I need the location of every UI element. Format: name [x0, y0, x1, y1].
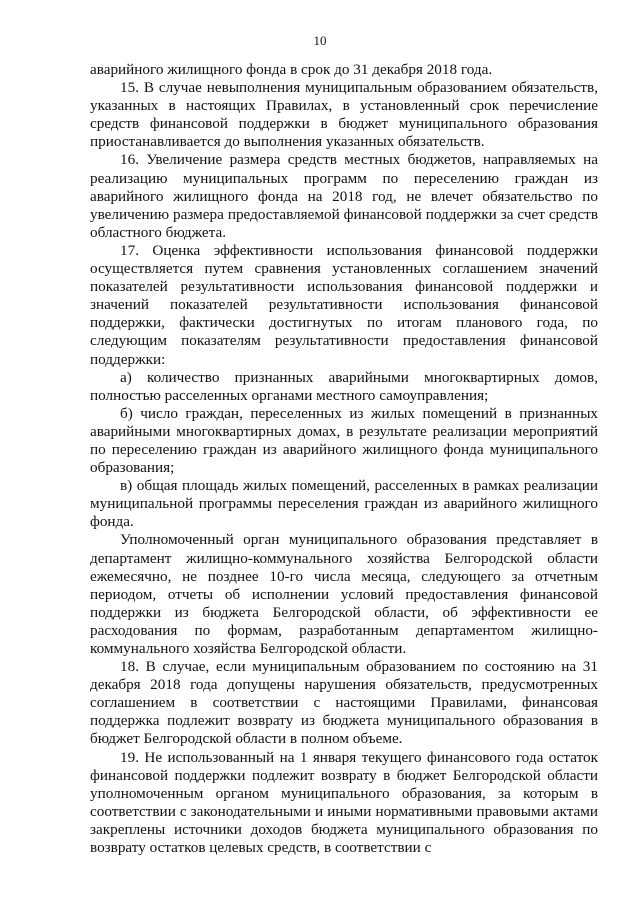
page-number: 10 [313, 33, 327, 48]
list-item-b: б) число граждан, переселенных из жилых помещений в признанных аварийными многоквартирных домах, в результате реализации мероприятий по переселению граждан из аварийного жилищного фонда муниципального образования; [90, 404, 598, 477]
paragraph-clause-16: 16. Увеличение размера средств местных бюджетов, направляемых на реализацию муниципальных программ по переселению граждан из аварийного жилищного фонда на 2018 год, не влечет обязательство по увеличению размера предоставляемой финансовой поддержки за счет средств областного бюджета. [90, 151, 598, 241]
paragraph-clause-18: 18. В случае, если муниципальным образованием по состоянию на 31 декабря 2018 года допущены нарушения обязательств, предусмотренных соглашением в соответствии с настоящими Правилами, финансовая поддержка подлежит возврату из бюджета муниципального образования в бюджет Белгородской области в полном объеме. [90, 658, 598, 748]
paragraph-clause-15: 15. В случае невыполнения муниципальным образованием обязательств, указанных в настоящих Правилах, в установленный срок перечисление средств финансовой поддержки в бюджет муниципального образования приостанавливается до выполнения указанных обязательств. [90, 79, 598, 151]
paragraph-clause-19: 19. Не использованный на 1 января текущего финансового года остаток финансовой поддержки подлежит возврату в бюджет Белгородской области уполномоченным органом муниципального образования, за которым в соответствии с законодательными и иными нормативными правовыми актами закреплены источники доходов бюджета муниципального образования по возврату остатков целевых средств, в соответствии с [90, 748, 598, 857]
paragraph-continuation: аварийного жилищного фонда в срок до 31 декабря 2018 года. [90, 61, 493, 78]
paragraph-clause-17: 17. Оценка эффективности использования финансовой поддержки осуществляется путем сравнения установленных соглашением значений показателей результативности использования финансовой поддержки и значений показателей результативности использования финансовой поддержки, фактически достигнутых по итогам планового года, по следующим показателям результативности предоставления финансовой поддержки: [90, 241, 598, 368]
document-body [90, 61, 598, 857]
paragraph-reporting: Уполномоченный орган муниципального образования представляет в департамент жилищно-коммунального хозяйства Белгородской области ежемесячно, не позднее 10-го числа месяца, следующего за отчетным периодом, отчеты об исполнении условий предоставления финансовой поддержки из бюджета Белгородской области, об эффективности ее расходования по формам, разработанным департаментом жилищно-коммунального хозяйства Белгородской области. [90, 531, 598, 657]
list-item-a: а) количество признанных аварийными многоквартирных домов, полностью расселенных органами местного самоуправления; [90, 368, 598, 404]
list-item-v: в) общая площадь жилых помещений, расселенных в рамках реализации муниципальной программы переселения граждан из аварийного жилищного фонда. [90, 477, 598, 531]
